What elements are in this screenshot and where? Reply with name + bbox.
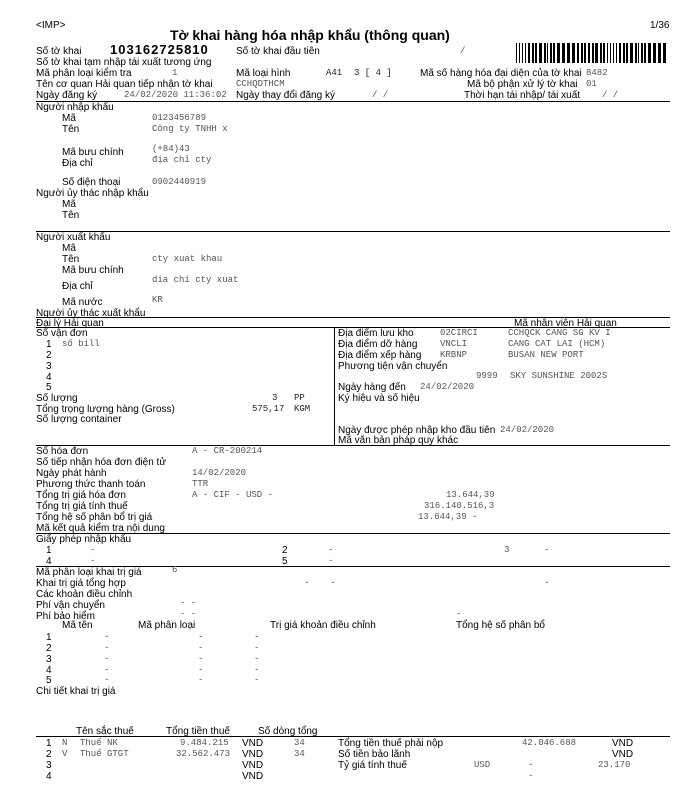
do-hang-label: Địa điểm dỡ hàng (338, 339, 418, 350)
tax-row-1-amount: 9.484.215 (180, 738, 229, 748)
trong-luong: 575,17 (252, 404, 285, 414)
val-row-3-c: - (254, 654, 260, 664)
ngay-thay-doi: / / (372, 90, 389, 100)
uy-thac-ma-label: Mã (62, 199, 76, 210)
tinh-thue-label: Tổng trị giá tính thuế (36, 501, 128, 512)
ngay-thay-doi-label: Ngày thay đổi đăng ký (236, 90, 335, 101)
bao-lanh-label: Số tiền bảo lãnh (338, 749, 411, 760)
do-hang: CANG CAT LAI (HCM) (508, 339, 606, 349)
val-row-5-a: - (104, 675, 110, 685)
he-so: 13.644,39 - (418, 512, 478, 522)
ty-gia: 23.170 (598, 760, 631, 770)
col-ma-ten: Mã tên (62, 620, 93, 631)
co-quan: CCHQDTHCM (236, 79, 285, 89)
val-row-4-a: - (104, 665, 110, 675)
ptt: TTR (192, 479, 209, 489)
van-don-4: 4 (46, 372, 52, 383)
bao-hiem-label: Phí bảo hiểm (36, 611, 95, 622)
importer-dia-chi: địa chỉ cty (152, 155, 212, 165)
tai-nhap-label: Thời hạn tái nhập/ tái xuất (464, 90, 581, 101)
tax-row-1-code: N (62, 738, 68, 748)
he-so-label: Tổng hệ số phân bổ trị giá (36, 512, 153, 523)
tax-row-4-cur: VND (242, 771, 264, 782)
bo-phan-label: Mã bộ phận xử lý tờ khai (467, 79, 578, 90)
exporter-uy-thac-label: Người ủy thác xuất khẩu (36, 308, 146, 319)
val-row-5-c: - (254, 675, 260, 685)
bao-hiem-value: - - (180, 609, 197, 619)
ma-loai-hinh-extra: 3 [ 4 ] (354, 68, 392, 78)
exporter-ma-label: Mã (62, 243, 76, 254)
luu-kho: CCHQCK CANG SG KV I (508, 328, 611, 338)
van-chuyen-value: - - (180, 598, 197, 608)
agent-label: Đại lý Hải quan (36, 318, 104, 329)
importer-ten: Công ty TNHH x (152, 124, 228, 134)
so-to-khai: 103162725810 (110, 42, 209, 57)
tinh-thue: 316.140.516,3 (424, 501, 495, 511)
tai-nhap: / / (602, 90, 619, 100)
van-don-5: 5 (46, 382, 52, 393)
exporter-ten-label: Tên (62, 254, 80, 265)
ngay-phep: 24/02/2020 (500, 425, 555, 435)
license-3-value: - (544, 545, 550, 555)
val-row-1-b: - (198, 632, 204, 642)
importer-ma: 0123456789 (152, 113, 207, 123)
phuong-tien-label: Phương tiện vận chuyển (338, 361, 448, 372)
hang-dai-dien-label: Mã số hàng hóa đại diện của tờ khai (420, 68, 582, 79)
van-don-3: 3 (46, 361, 52, 372)
ty-gia-label: Tỷ giá tính thuế (338, 760, 407, 771)
ngay-dk: 24/02/2020 11:36:02 (124, 90, 227, 100)
val-row-1-a: - (104, 632, 110, 642)
xep-hang-label: Địa điểm xếp hàng (338, 350, 422, 361)
exporter-section-label: Người xuất khẩu (36, 232, 111, 243)
phai-nop: 42.046.688 (522, 738, 577, 748)
val-row-3-a: - (104, 654, 110, 664)
license-3: 3 (504, 545, 510, 555)
tong-hd: 13.644,39 (446, 490, 495, 500)
importer-ma-label: Mã (62, 113, 76, 124)
val-row-3-b: - (198, 654, 204, 664)
val-row-5-b: - (198, 675, 204, 685)
val-row-1-c: - (254, 632, 260, 642)
tax-row-3: 3 (46, 760, 52, 771)
exporter-dia-chi-label: Địa chỉ (62, 281, 93, 292)
xep-hang: BUSAN NEW PORT (508, 350, 584, 360)
ket-qua-label: Mã kết quả kiểm tra nội dung (36, 523, 165, 534)
col-tong-tien: Tổng tiền thuế (166, 726, 230, 737)
tax-row-1-lines: 34 (294, 738, 305, 748)
luu-kho-label: Địa điểm lưu kho (338, 328, 414, 339)
license-5-value: - (328, 556, 334, 566)
tax-row-1: 1 (46, 738, 52, 749)
col-so-dong: Số dòng tổng (258, 726, 318, 737)
tong-hop-dash-2: - (330, 578, 336, 588)
tax-row-2-code: V (62, 749, 68, 759)
ty-gia-dash: - (528, 760, 534, 770)
ma-phan-loai: 1 (172, 68, 178, 78)
license-2: 2 (282, 545, 288, 556)
container-label: Số lượng container (36, 414, 122, 425)
tong-hop-dash-3: - (544, 578, 550, 588)
phuong-tien: SKY SUNSHINE 2002S (510, 371, 608, 381)
importer-ten-label: Tên (62, 124, 80, 135)
ma-loai-hinh-label: Mã loại hình (236, 68, 291, 79)
ty-gia-cur: USD (474, 760, 491, 770)
staff-label: Mã nhân viên Hải quan (514, 318, 617, 329)
divider (36, 231, 670, 232)
tax-row-2-amount: 32.562.473 (176, 749, 231, 759)
ngay-den: 24/02/2020 (420, 382, 475, 392)
so-dau-tien-label: Số tờ khai đầu tiên (236, 46, 320, 57)
importer-dien-thoai: 0902440919 (152, 177, 207, 187)
so-luong-unit: PP (294, 393, 305, 403)
ma-phan-loai-label: Mã phân loại kiểm tra (36, 68, 132, 79)
val-row-2-a: - (104, 643, 110, 653)
ngay-ph: 14/02/2020 (192, 468, 247, 478)
val-row-2-b: - (198, 643, 204, 653)
hang-dai-dien: 8482 (586, 68, 608, 78)
val-row-5: 5 (46, 675, 52, 686)
license-label: Giấy phép nhập khẩu (36, 534, 132, 545)
tax-row-1-cur: VND (242, 738, 264, 749)
tong-hop-label: Khai trị giá tổng hợp (36, 578, 126, 589)
van-don-label: Số vận đơn (36, 328, 88, 339)
val-row-2: 2 (46, 643, 52, 654)
van-don-2: 2 (46, 350, 52, 361)
ngay-phep-label: Ngày được phép nhập kho đầu tiên (338, 425, 496, 436)
tong-hop-dash-1: - (304, 578, 310, 588)
importer-dien-thoai-label: Số điện thoại (62, 177, 121, 188)
importer-dia-chi-label: Địa chỉ (62, 158, 93, 169)
do-hang-code: VNCLI (440, 339, 468, 349)
val-row-4: 4 (46, 665, 52, 676)
license-1: 1 (46, 545, 52, 556)
importer-section-label: Người nhập khẩu (36, 102, 114, 113)
so-luong-label: Số lượng (36, 393, 78, 404)
dien-tu-label: Số tiếp nhận hóa đơn điện tử (36, 457, 167, 468)
importer-uy-thac-label: Người ủy thác nhập khẩu (36, 188, 149, 199)
exporter-buu-chinh-label: Mã bưu chính (62, 265, 124, 276)
ky-hieu-label: Ký hiệu và số hiệu (338, 393, 420, 404)
ptt-label: Phương thức thanh toán (36, 479, 146, 490)
phuong-tien-code: 9999 (476, 371, 498, 381)
van-don-1-value: số bill (62, 339, 100, 349)
license-5: 5 (282, 556, 288, 567)
ngay-den-label: Ngày hàng đến (338, 382, 406, 393)
dieu-chinh-label: Các khoản điều chỉnh (36, 589, 133, 600)
xep-hang-code: KRBNP (440, 350, 468, 360)
page-number: 1/36 (650, 20, 670, 31)
so-hd-label: Số hóa đơn (36, 446, 89, 457)
van-chuyen-label: Phí vận chuyển (36, 600, 105, 611)
col-he-so: Tổng hệ số phân bổ (456, 620, 545, 631)
co-quan-label: Tên cơ quan Hải quan tiếp nhận tờ khai (36, 79, 213, 90)
tax-row-2-lines: 34 (294, 749, 305, 759)
tax-row-2: 2 (46, 749, 52, 760)
so-hd: A - CR-200214 (192, 446, 263, 456)
so-luong: 3 (272, 393, 278, 403)
exporter-ma-nuoc: KR (152, 295, 163, 305)
divider (36, 533, 670, 534)
tax-row-1-name: Thuế NK (80, 738, 118, 748)
divider (36, 445, 670, 446)
tax-row-2-cur: VND (242, 749, 264, 760)
so-to-khai-label: Số tờ khai (36, 46, 82, 57)
tam-nhap-label: Số tờ khai tạm nhập tái xuất tương ứng (36, 57, 212, 68)
tax-row-4: 4 (46, 771, 52, 782)
luu-kho-code: 02CIRCI (440, 328, 478, 338)
val-row-1: 1 (46, 632, 52, 643)
page-title: Tờ khai hàng hóa nhập khẩu (thông quan) (170, 27, 450, 43)
tong-hd-code: A - CIF - USD - (192, 490, 274, 500)
license-2-value: - (328, 545, 334, 555)
column-divider (334, 327, 335, 445)
val-row-2-c: - (254, 643, 260, 653)
tong-hd-label: Tổng trị giá hóa đơn (36, 490, 126, 501)
ngay-ph-label: Ngày phát hành (36, 468, 107, 479)
importer-buu-chinh-label: Mã bưu chính (62, 147, 124, 158)
importer-buu-chinh: (+84)43 (152, 144, 190, 154)
exporter-dia-chi: dia chi cty xuat (152, 275, 239, 285)
imp-tag: <IMP> (36, 20, 66, 31)
tax-row-3-cur: VND (242, 760, 264, 771)
bao-lanh-cur: VND (612, 749, 634, 760)
license-1-value: - (90, 545, 96, 555)
val-row-4-b: - (198, 665, 204, 675)
divider (36, 101, 670, 102)
license-4: 4 (46, 556, 52, 567)
bo-phan: 01 (586, 79, 597, 89)
ma-loai-hinh: A41 (326, 68, 343, 78)
uy-thac-ten-label: Tên (62, 210, 80, 221)
exporter-ma-nuoc-label: Mã nước (62, 297, 103, 308)
barcode-icon (516, 43, 670, 63)
exporter-ten: cty xuat khau (152, 254, 223, 264)
phai-nop-cur: VND (612, 738, 634, 749)
ma-pl: 6 (172, 565, 178, 575)
phai-nop-label: Tổng tiền thuế phải nộp (338, 738, 444, 749)
col-tri-gia: Trị giá khoản điều chỉnh (270, 620, 376, 631)
val-row-4-c: - (254, 665, 260, 675)
ngay-dk-label: Ngày đăng ký (36, 90, 98, 101)
van-ban-label: Mã văn bản pháp quy khác (338, 435, 459, 446)
ma-pl-label: Mã phân loại khai trị giá (36, 567, 142, 578)
chi-tiet-label: Chi tiết khai trị giá (36, 686, 116, 697)
license-4-value: - (90, 556, 96, 566)
col-sac-thue: Tên sắc thuế (76, 726, 134, 737)
so-dau-tien-slash: / (460, 46, 466, 56)
val-row-3: 3 (46, 654, 52, 665)
col-ma-pl: Mã phân loại (138, 620, 196, 631)
trong-luong-unit: KGM (294, 404, 311, 414)
van-don-1: 1 (46, 339, 52, 350)
bao-hiem-dash: - (456, 609, 462, 619)
ty-gia-dash-2: - (528, 771, 534, 781)
trong-luong-label: Tổng trọng lượng hàng (Gross) (36, 404, 175, 415)
tax-row-2-name: Thuế GTGT (80, 749, 129, 759)
